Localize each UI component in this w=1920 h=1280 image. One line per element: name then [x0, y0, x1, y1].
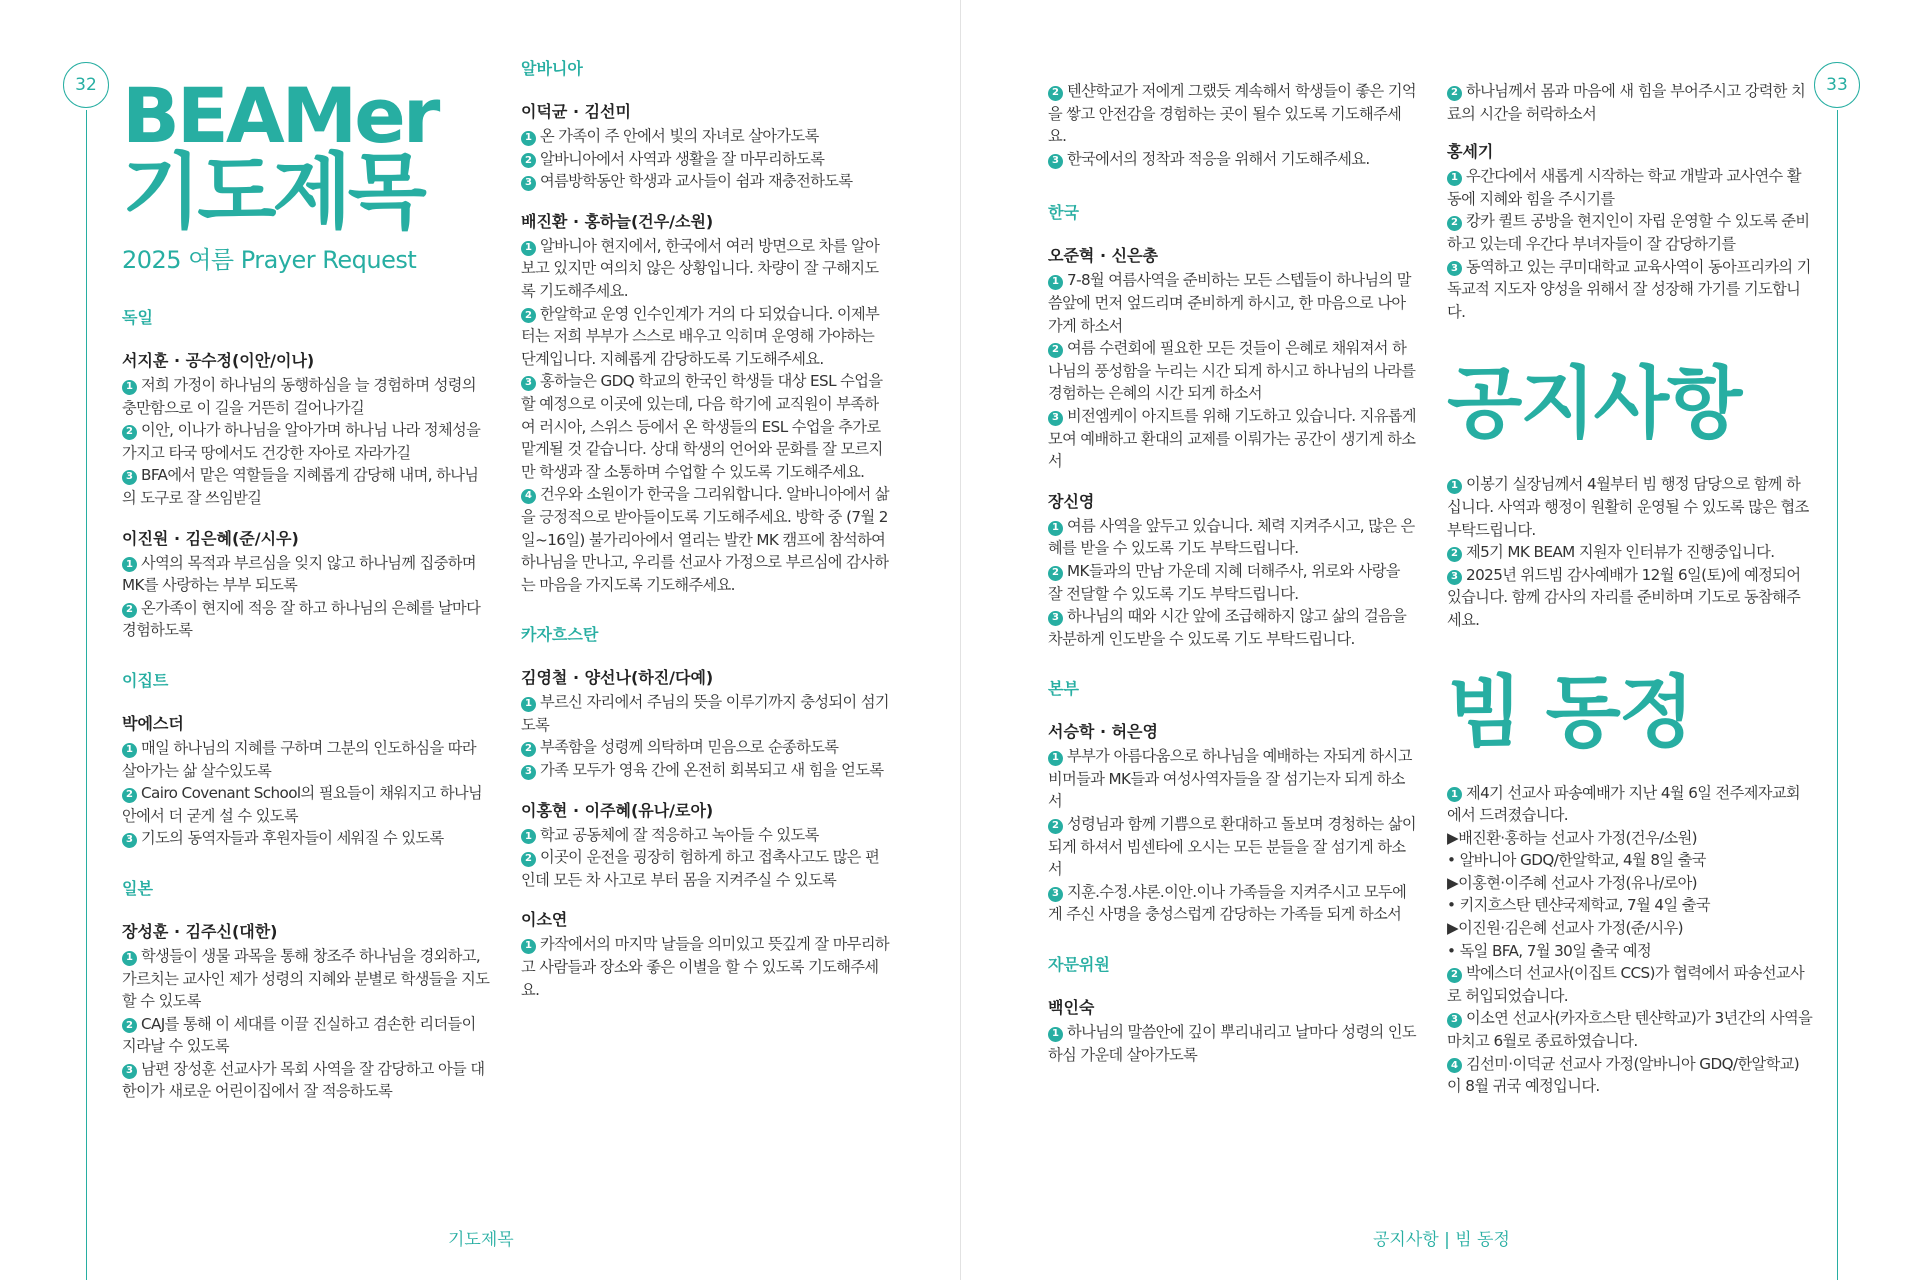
- number-badge: 2: [521, 308, 536, 323]
- prayer-text: 부르신 자리에서 주님의 뜻을 이루기까지 충성되이 섬기도록: [521, 693, 890, 734]
- number-badge: 1: [521, 697, 536, 712]
- person-name: 김영철 · 양선나(하진/다예): [521, 668, 714, 688]
- prayer-entry: [122, 526, 490, 642]
- prayer-text: 비전엠케이 아지트를 위해 기도하고 있습니다. 지유롭게 모여 예배하고 환대의 교제를 이뤄가는 공간이 생기게 하소서: [1048, 406, 1417, 471]
- number-badge: 1: [521, 241, 536, 256]
- prayer-text: 텐샨학교가 저에게 그랬듯 계속해서 학생들이 좋은 기억을 쌓고 안전감을 경험하는 곳이 될수 있도록 기도해주세요.: [1048, 82, 1417, 146]
- number-badge: 1: [1048, 1027, 1063, 1042]
- number-badge: 1: [521, 131, 536, 146]
- number-badge: 2: [122, 603, 137, 618]
- right-column-1: [1048, 80, 1418, 1082]
- right-page: [960, 0, 1920, 1280]
- prayer-entry: [122, 711, 490, 850]
- prayer-text: 김선미·이덕균 선교사 가정(알바니아 GDQ/한알학교)이 8월 귀국 예정입니다.: [1447, 1054, 1800, 1096]
- prayer-text: 하나님의 때와 시간 앞에 조급해하지 않고 삶의 걸음을 차분하게 인도받을 수 있도록 기도 부탁드립니다.: [1048, 607, 1407, 648]
- number-badge: 3: [521, 376, 536, 391]
- prayer-item: [122, 1013, 490, 1058]
- number-badge: 1: [122, 557, 137, 572]
- section-heading: 이집트: [122, 670, 169, 690]
- prayer-item: [122, 464, 490, 509]
- section-heading: 일본: [122, 878, 153, 898]
- prayer-text: 온 가족이 주 안에서 빛의 자녀로 살아가도록: [540, 127, 819, 145]
- prayer-text: 박에스더 선교사(이집트 CCS)가 협력에서 파송선교사로 허입되었습니다.: [1447, 964, 1805, 1005]
- news-line: • 키지흐스탄 텐샨국제학교, 7월 4일 출국: [1447, 896, 1710, 915]
- prayer-text: 기도의 동역자들과 후원자들이 세워질 수 있도록: [141, 829, 444, 848]
- prayer-text: 이소연 선교사(카자흐스탄 텐샨학교)가 3년간의 사역을 마치고 6월로 종료하였습니다.: [1447, 1009, 1813, 1051]
- prayer-text: 건우와 소원이가 한국을 그리워합니다. 알바니아에서 삶을 긍정적으로 받아들이도록 기도해주세요. 방학 중 (7월 2일~16일) 불가리아에서 열리는 발칸 MK 캠프에 참석하여 하나님을 만나고, 우리를 선교사 가정으로 부르심에 감사하는 마음을 가지도록 기도해주세요.: [521, 485, 890, 594]
- right-column-2: [1447, 80, 1813, 1098]
- notice-item: [1447, 564, 1813, 632]
- number-badge: 1: [1447, 171, 1462, 186]
- prayer-item: [1048, 881, 1418, 926]
- news-item: [1447, 962, 1813, 1007]
- prayer-text: 이봉기 실장님께서 4월부터 빔 행정 담당으로 함께 하십니다. 사역과 행정이 원활히 운영될 수 있도록 많은 협조 부탁드립니다.: [1447, 475, 1809, 539]
- title-beamer: BEAMer: [122, 71, 438, 160]
- prayer-text: 제5기 MK BEAM 지원자 인터뷰가 진행중입니다.: [1466, 543, 1775, 562]
- prayer-item: [521, 483, 891, 596]
- number-badge: 3: [1048, 887, 1063, 902]
- section-heading: 자문위원: [1048, 955, 1110, 975]
- prayer-text: 부부가 아름다움으로 하나님을 예배하는 자되게 하시고 비머들과 MK들과 여성사역자들을 잘 섬기는자 되게 하소서: [1048, 747, 1412, 811]
- prayer-entry: [521, 99, 891, 193]
- prayer-item: [122, 597, 490, 642]
- number-badge: 1: [1447, 787, 1462, 802]
- person-name: 백인숙: [1048, 998, 1095, 1018]
- prayer-list-col2: [521, 56, 891, 1001]
- number-badge: 2: [521, 153, 536, 168]
- number-badge: 1: [122, 951, 137, 966]
- title-prayer: 기도제목: [122, 145, 423, 240]
- prayer-entry: [1048, 489, 1418, 651]
- person-name: 서지훈 · 공수정(이안/이나): [122, 351, 315, 370]
- prayer-text: 하나님의 말씀안에 깊이 뿌리내리고 날마다 성령의 인도하심 가운데 살아가도록: [1048, 1023, 1417, 1064]
- news-sublist: [1447, 827, 1813, 963]
- prayer-item: [521, 125, 891, 148]
- prayer-text: 가족 모두가 영육 간에 온전히 회복되고 새 힘을 얻도록: [540, 761, 884, 780]
- number-badge: 2: [1447, 547, 1462, 562]
- prayer-item: [122, 827, 490, 850]
- number-badge: 2: [1048, 343, 1063, 358]
- news-rest: [1447, 962, 1813, 1098]
- number-badge: 3: [521, 765, 536, 780]
- prayer-entry: [122, 919, 490, 1103]
- prayer-text: 이곳이 운전을 굉장히 험하게 하고 접촉사고도 많은 편인데 모든 차 사고로 부터 몸을 지켜주실 수 있도록: [521, 848, 880, 889]
- prayer-item: [1048, 813, 1418, 881]
- number-badge: 1: [122, 743, 137, 758]
- number-badge: 3: [521, 176, 536, 191]
- prayer-entry: [122, 348, 490, 510]
- prayer-text: 여름 수련회에 필요한 모든 것들이 은혜로 채워져서 하나님의 풍성함을 누리는 시간 되게 하시고 하나님의 나라를 경험하는 은혜의 시간 되게 하소서: [1048, 339, 1416, 403]
- prayer-item: [521, 235, 891, 303]
- person-name: 장성훈 · 김주신(대한): [122, 921, 278, 941]
- news-item: [1447, 1053, 1813, 1098]
- prayer-text: 부족함을 성령께 의탁하며 믿음으로 순종하도록: [540, 738, 839, 757]
- prayer-text: 사역의 목적과 부르심을 잊지 않고 하나님께 집중하며 MK를 사랑하는 부부 되도록: [122, 553, 476, 595]
- number-badge: 2: [122, 788, 137, 803]
- prayer-item: [1048, 405, 1418, 473]
- prayer-text: 알바니아 현지에서, 한국에서 여러 방면으로 차를 알아보고 있지만 여의치 않은 상황입니다. 차량이 잘 구해지도록 기도해주세요.: [521, 236, 880, 300]
- number-badge: 4: [521, 489, 536, 504]
- title-block: [122, 71, 490, 275]
- notice-list: [1447, 473, 1813, 631]
- number-badge: 2: [521, 742, 536, 757]
- prayer-text: 저희 가정이 하나님의 동행하심을 늘 경험하며 성령의 충만함으로 이 길을 거뜬히 걸어나가길: [122, 376, 476, 417]
- right-margin-rule: [1837, 110, 1838, 1280]
- page-number-right: 33: [1814, 62, 1860, 108]
- person-name: 이홍현 · 이주혜(유나/로아): [521, 800, 714, 820]
- prayer-entry: [1048, 995, 1418, 1066]
- prayer-entry: [521, 209, 891, 597]
- prayer-text: 한알학교 운영 인수인계가 거의 다 되었습니다. 이제부터는 저희 부부가 스스로 배우고 익히며 운영해 가야하는 단계입니다. 지혜롭게 감당하도록 기도해주세요.: [521, 304, 880, 368]
- prayer-item: [521, 691, 891, 736]
- prayer-item: [122, 1058, 490, 1103]
- news-line: ▶이진원·김은혜 선교사 가정(준/시우): [1447, 919, 1683, 938]
- prayer-entry: [1048, 243, 1418, 472]
- prayer-text: 2025년 위드빔 감사예배가 12월 6일(토)에 예정되어 있습니다. 함께 감사의 자리를 준비하며 기도로 동참해주세요.: [1447, 565, 1801, 629]
- number-badge: 3: [122, 833, 137, 848]
- person-name: 이덕균 · 김선미: [521, 102, 631, 121]
- prayer-item: [1447, 80, 1813, 125]
- prayer-text: 우간다에서 새롭게 시작하는 학교 개발과 교사연수 활동에 지혜와 힘을 주시기를: [1447, 167, 1801, 208]
- number-badge: 3: [1048, 611, 1063, 626]
- prayer-continued: [1048, 80, 1418, 170]
- prayer-item: [122, 374, 490, 419]
- prayer-item: [521, 824, 891, 847]
- prayer-entry-hong: [1447, 139, 1813, 323]
- prayer-text: 학교 공동체에 잘 적응하고 녹아들 수 있도록: [540, 825, 819, 844]
- prayer-item: [521, 736, 891, 759]
- prayer-item: [122, 782, 490, 827]
- prayer-item: [1048, 605, 1418, 650]
- prayer-item: [1048, 1021, 1418, 1066]
- number-badge: 3: [122, 1064, 137, 1079]
- number-badge: 2: [1048, 86, 1063, 101]
- number-badge: 1: [521, 829, 536, 844]
- prayer-text: 카작에서의 마지막 날들을 의미있고 뜻깊게 잘 마무리하고 사람들과 장소와 좋은 이별을 할 수 있도록 기도해주세요.: [521, 935, 890, 999]
- prayer-text: 홍하늘은 GDQ 학교의 한국인 학생들 대상 ESL 수업을 할 예정으로 이곳에 있는데, 다음 학기에 교직원이 부족하여 러시아, 스위스 등에서 온 학생들의 ESL 수업을 추가로 맡게될 것 같습니다. 상대 학생의 언어와 문화를 잘 모르지만 학생과 잘 소통하며 수업할 수 있도록 기도해주세요.: [521, 372, 883, 481]
- number-badge: 3: [1048, 411, 1063, 426]
- news-line: • 독일 BFA, 7월 30일 출국 예정: [1447, 941, 1652, 960]
- prayer-entry: [521, 665, 891, 781]
- number-badge: 2: [1048, 819, 1063, 834]
- subtitle: 2025 여름 Prayer Request: [122, 246, 417, 274]
- number-badge: 2: [1447, 216, 1462, 231]
- prayer-text: 남편 장성훈 선교사가 목회 사역을 잘 감당하고 아들 대한이가 새로운 어린이집에서 잘 적응하도록: [122, 1059, 485, 1101]
- number-badge: 1: [521, 939, 536, 954]
- number-badge: 2: [122, 425, 137, 440]
- number-badge: 1: [1048, 275, 1063, 290]
- prayer-item: [521, 303, 891, 371]
- prayer-item: [521, 759, 891, 782]
- prayer-item: [122, 552, 490, 597]
- prayer-text: 여름 사역을 앞두고 있습니다. 체력 지켜주시고, 많은 은혜를 받을 수 있도록 기도 부탁드립니다.: [1048, 516, 1415, 558]
- person-name: 홍세기: [1447, 142, 1494, 162]
- news-item: [1447, 1007, 1813, 1052]
- news-line: • 알바니아 GDQ/한알학교, 4월 8일 출국: [1447, 851, 1706, 870]
- notice-item: [1447, 541, 1813, 564]
- prayer-item: [122, 945, 490, 1013]
- number-badge: 2: [122, 1018, 137, 1033]
- number-badge: 1: [122, 380, 137, 395]
- prayer-item: [521, 933, 891, 1001]
- news-text: 제4기 선교사 파송예배가 지난 4월 6일 전주제자교회에서 드려졌습니다.: [1447, 783, 1800, 825]
- prayer-item: [1048, 560, 1418, 605]
- prayer-entry: [1048, 719, 1418, 926]
- number-badge: 2: [1447, 86, 1462, 101]
- page-number-left: 32: [63, 62, 109, 108]
- prayer-item: [1048, 269, 1418, 337]
- number-badge: 2: [1447, 968, 1462, 983]
- left-column-1: [122, 71, 490, 1119]
- number-badge: 3: [122, 470, 137, 485]
- number-badge: 1: [1447, 479, 1462, 494]
- footer-left: 기도제목: [448, 1230, 514, 1250]
- prayer-text: CAJ를 통해 이 세대를 이끌 진실하고 겸손한 리더들이 지라날 수 있도록: [122, 1014, 476, 1056]
- notice-item: [1447, 473, 1813, 541]
- number-badge: 4: [1447, 1058, 1462, 1073]
- person-name: 장신영: [1048, 491, 1095, 511]
- prayer-text: 하나님께서 몸과 마음에 새 힘을 부어주시고 강력한 치료의 시간을 허락하소서: [1447, 82, 1806, 123]
- news-item: [1447, 782, 1813, 827]
- number-badge: 3: [1447, 1013, 1462, 1028]
- prayer-text: MK들과의 만남 가운데 지혜 더해주사, 위로와 사랑을 잘 전달할 수 있도록 기도 부탁드립니다.: [1048, 561, 1400, 603]
- prayer-text: 학생들이 생물 과목을 통해 창조주 하나님을 경외하고, 가르치는 교사인 제가 성령의 지혜와 분별로 학생들을 지도할 수 있도록: [122, 946, 490, 1011]
- prayer-continued-2: [1447, 80, 1813, 125]
- news-line: ▶배진환·홍하늘 선교사 가정(건우/소원): [1447, 828, 1697, 847]
- person-name: 이소연: [521, 910, 568, 930]
- prayer-text: 동역하고 있는 쿠미대학교 교육사역이 동아프리카의 기독교적 지도자 양성을 위해서 잘 성장해 가기를 기도합니다.: [1447, 257, 1811, 321]
- news-line: ▶이홍현·이주혜 선교사 가정(유나/로아): [1447, 873, 1697, 892]
- news-title: 빔 동정: [1447, 667, 1693, 758]
- number-badge: 2: [521, 852, 536, 867]
- prayer-text: BFA에서 맡은 역할들을 지혜롭게 감당해 내며, 하나님의 도구로 잘 쓰임받길: [122, 466, 479, 507]
- section-heading: 독일: [122, 308, 153, 327]
- prayer-item: [1048, 148, 1418, 171]
- section-heading: 한국: [1048, 203, 1079, 223]
- prayer-text: 여름방학동안 학생과 교사들이 쉼과 재충전하도록: [540, 172, 853, 191]
- number-badge: 3: [1447, 570, 1462, 585]
- prayer-text: Cairo Covenant School의 필요들이 채워지고 하나님 안에서 더 굳게 설 수 있도록: [122, 784, 483, 825]
- prayer-item: [1447, 210, 1813, 255]
- prayer-list-col1: [122, 305, 490, 1103]
- section-heading: 알바니아: [521, 59, 583, 78]
- prayer-text: 성령님과 함께 기쁨으로 환대하고 돌보며 경청하는 삶이 되게 하셔서 빔센타에 오시는 모든 분들을 잘 섬기게 하소서: [1048, 815, 1417, 879]
- left-margin-rule: [86, 110, 87, 1280]
- prayer-item: [521, 846, 891, 891]
- prayer-list-right-col1: [1048, 200, 1418, 1066]
- section-heading: 카자흐스탄: [521, 625, 599, 645]
- person-name: 서승학 · 허은영: [1048, 722, 1158, 742]
- person-name: 오준혁 · 신은총: [1048, 246, 1158, 266]
- prayer-entry: [521, 798, 891, 892]
- prayer-item: [1048, 337, 1418, 405]
- prayer-entry: [521, 907, 891, 1001]
- prayer-text: 이안, 이나가 하나님을 알아가며 하나님 나라 정체성을 가지고 타국 땅에서도 건강한 자아로 자라가길: [122, 421, 481, 462]
- prayer-item: [1048, 80, 1418, 148]
- prayer-item: [521, 170, 891, 193]
- prayer-item: [1447, 256, 1813, 324]
- prayer-item: [521, 148, 891, 171]
- notice-title: 공지사항: [1447, 359, 1741, 450]
- number-badge: 3: [1048, 154, 1063, 169]
- person-name: 배진환 · 홍하늘(건우/소원): [521, 211, 714, 231]
- prayer-item: [122, 419, 490, 464]
- prayer-text: 매일 하나님의 지혜를 구하며 그분의 인도하심을 따라 살아가는 삶 살수있도록: [122, 738, 476, 780]
- prayer-text: 지훈.수정.샤론.이안.이나 가족들을 지켜주시고 모두에게 주신 사명을 충성스럽게 감당하는 가족들 되게 하소서: [1048, 882, 1407, 924]
- prayer-text: 온가족이 현지에 적응 잘 하고 하나님의 은혜를 날마다 경험하도록: [122, 598, 481, 640]
- prayer-item: [1048, 745, 1418, 813]
- prayer-text: 7-8월 여름사역을 준비하는 모든 스텝들이 하나님의 말씀앞에 먼저 엎드리며 준비하게 하시고, 한 마음으로 나아가게 하소서: [1048, 271, 1411, 335]
- number-badge: 2: [1048, 566, 1063, 581]
- prayer-item: [1447, 165, 1813, 210]
- left-column-2: [521, 0, 891, 1017]
- person-name: 박에스더: [122, 713, 184, 733]
- prayer-item: [521, 370, 891, 483]
- footer-right: 공지사항 | 빔 동정: [1373, 1230, 1510, 1250]
- prayer-item: [1048, 515, 1418, 560]
- section-heading: 본부: [1048, 679, 1079, 699]
- number-badge: 1: [1048, 751, 1063, 766]
- person-name: 이진원 · 김은혜(준/시우): [122, 528, 299, 548]
- number-badge: 3: [1447, 261, 1462, 276]
- prayer-text: 알바니아에서 사역과 생활을 잘 마무리하도록: [540, 149, 825, 168]
- number-badge: 1: [1048, 521, 1063, 536]
- prayer-item: [122, 737, 490, 782]
- news-list: [1447, 782, 1813, 1098]
- prayer-text: 캉카 퀼트 공방을 현지인이 자립 운영할 수 있도록 준비하고 있는데 우간다 부녀자들이 잘 감당하기를: [1447, 212, 1810, 253]
- prayer-text: 한국에서의 정착과 적응을 위해서 기도해주세요.: [1067, 149, 1370, 168]
